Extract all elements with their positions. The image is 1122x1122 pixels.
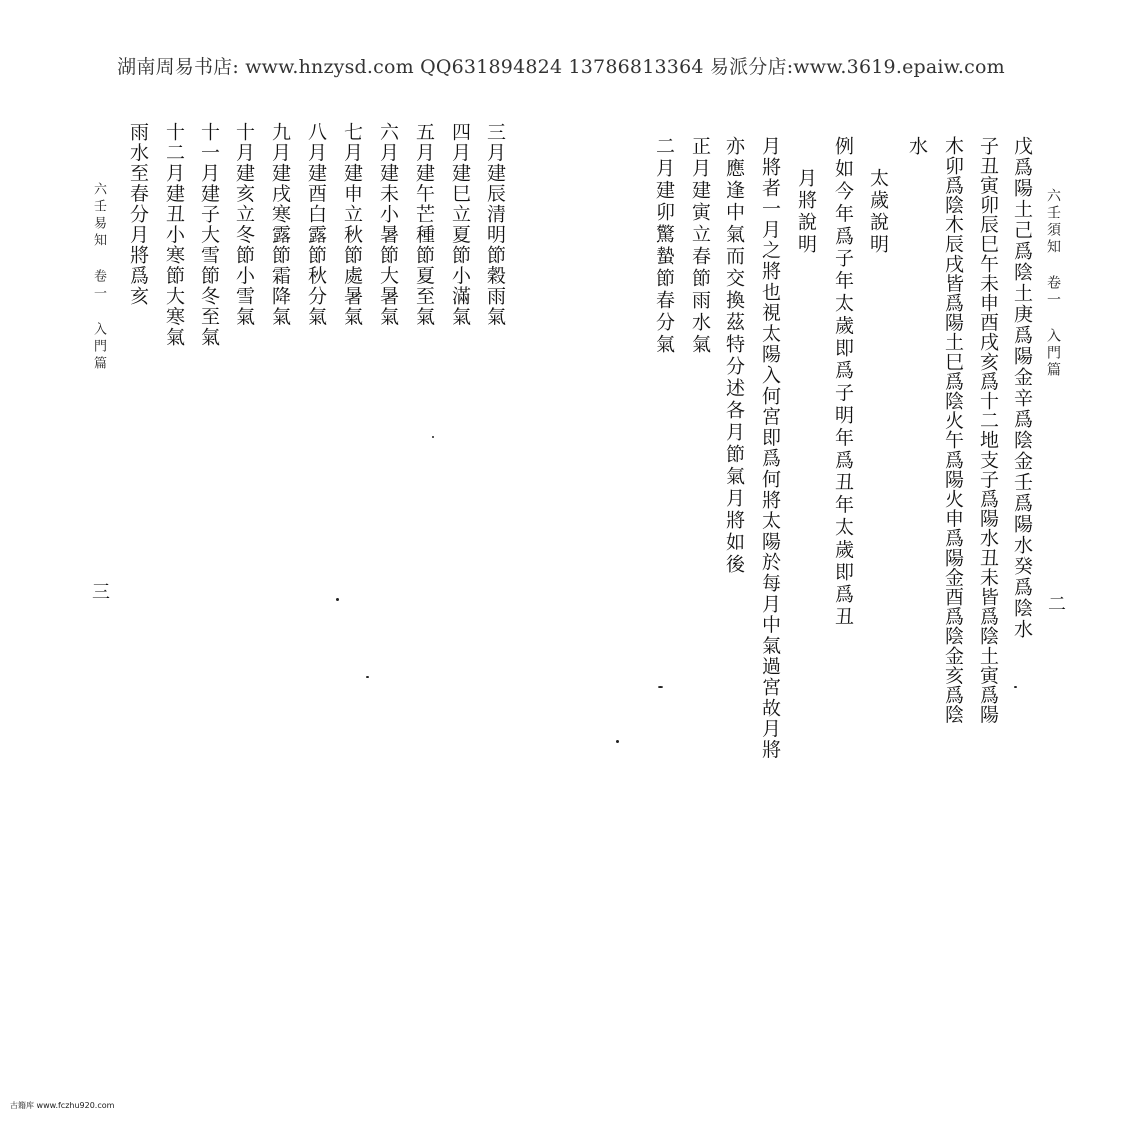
left-page-header: 六壬易知 卷一 入門篇 xyxy=(91,182,106,373)
right-text-line-1: 戊爲陽土己爲陰土庚爲陽金辛爲陰金壬爲陽水癸爲陰水 xyxy=(1011,136,1033,640)
right-text-line-9: 亦應逢中氣而交換茲特分述各月節氣月將如後 xyxy=(723,136,745,576)
scan-speck xyxy=(1014,686,1017,688)
left-page-number: 三 xyxy=(92,582,110,603)
footer-credit xyxy=(10,1100,114,1111)
right-text-line-8: 月將者一月之將也視太陽入何宮即爲何將太陽於每月中氣過宮故月將 xyxy=(759,136,781,760)
left-text-line-3: 五月建午芒種節夏至氣 xyxy=(413,122,435,327)
footer-prefix: 古籍库 xyxy=(10,1101,34,1110)
left-text-line-11: 雨水至春分月將爲亥 xyxy=(127,122,149,307)
scan-speck xyxy=(432,436,434,438)
left-text-line-2: 四月建巳立夏節小滿氣 xyxy=(449,122,471,327)
left-text-line-4: 六月建未小暑節大暑氣 xyxy=(377,122,399,327)
left-text-line-10: 十二月建丑小寒節大寒氣 xyxy=(163,122,185,348)
scan-speck xyxy=(336,598,339,601)
left-text-line-5: 七月建申立秋節處暑氣 xyxy=(341,122,363,327)
left-text-line-1: 三月建辰清明節穀雨氣 xyxy=(484,122,506,327)
right-text-line-3: 木卯爲陰木辰戌皆爲陽土巳爲陰火午爲陽火申爲陽金酉爲陰金亥爲陰 xyxy=(942,136,964,724)
right-text-line-4: 水 xyxy=(906,136,928,157)
right-text-line-6: 例如今年爲子年太歲即爲子明年爲丑年太歲即爲丑 xyxy=(832,136,854,629)
watermark-banner: 湖南周易书店: www.hnzysd.com QQ631894824 13786813364 易派分店:www.3619.epaiw.com xyxy=(117,56,1005,78)
left-text-line-7: 九月建戌寒露節霜降氣 xyxy=(269,122,291,327)
right-text-line-11: 二月建卯驚蟄節春分氣 xyxy=(653,136,675,356)
left-text-line-8: 十月建亥立冬節小雪氣 xyxy=(233,122,255,327)
scan-speck xyxy=(616,740,619,743)
right-text-line-2: 子丑寅卯辰巳午未申酉戌亥爲十二地支子爲陽水丑未皆爲陰土寅爲陽 xyxy=(977,136,999,724)
left-text-line-9: 十一月建子大雪節冬至氣 xyxy=(198,122,220,348)
right-page-header: 六壬須知 卷一 入門篇 xyxy=(1045,188,1061,379)
right-heading-yuejiang: 月將說明 xyxy=(795,168,817,256)
scan-speck xyxy=(366,676,369,678)
footer-url[interactable]: www.fczhu920.com xyxy=(36,1101,115,1110)
scan-speck xyxy=(658,686,663,688)
right-page-number: 二 xyxy=(1048,594,1066,615)
right-text-line-10: 正月建寅立春節雨水氣 xyxy=(689,136,711,356)
left-text-line-6: 八月建酉白露節秋分氣 xyxy=(305,122,327,327)
right-heading-taisui: 太歲說明 xyxy=(867,168,889,256)
